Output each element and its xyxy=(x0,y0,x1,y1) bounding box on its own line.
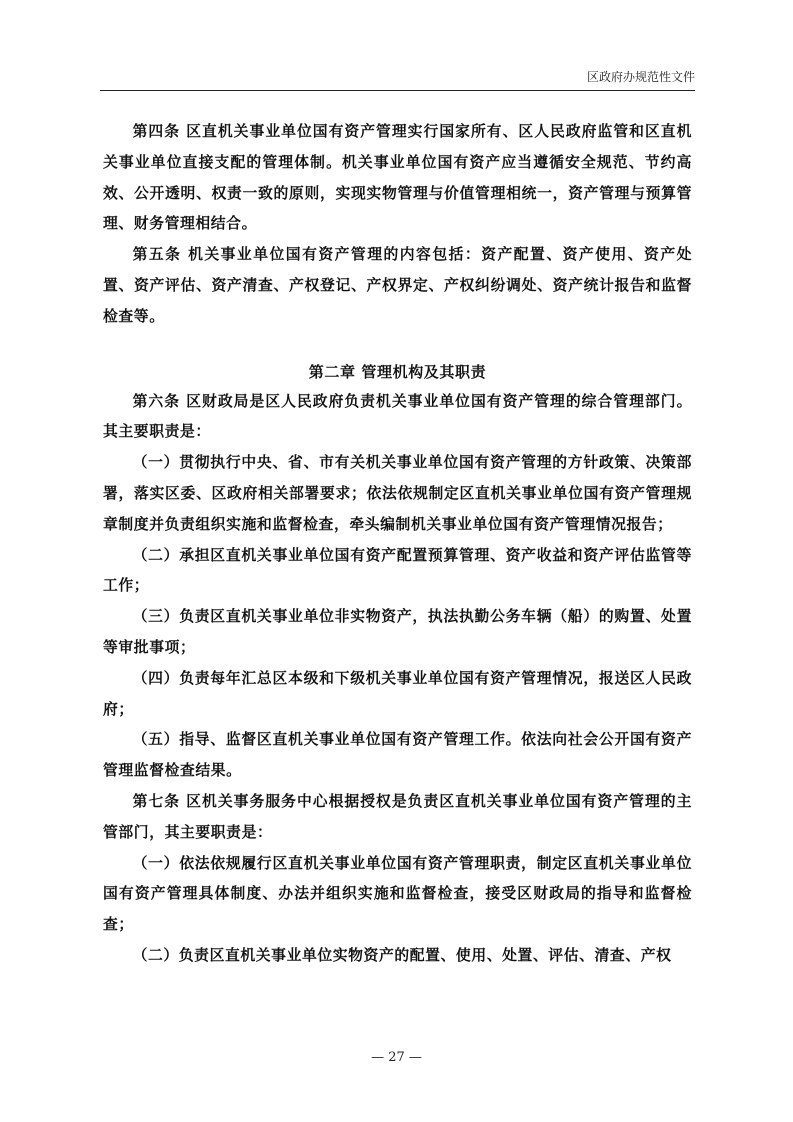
document-header xyxy=(100,68,695,91)
article-6-item-4: （四）负责每年汇总区本级和下级机关事业单位国有资产管理情况，报送区人民政府； xyxy=(103,669,692,718)
article-7-item-1: （一）依法依规履行区直机关事业单位国有资产管理职责，制定区直机关事业单位国有资产管理具体制度、办法并组织实施和监督检查，接受区财政局的指导和监督检查； xyxy=(103,854,692,934)
article-5-paragraph: 第五条 机关事业单位国有资产管理的内容包括：资产配置、资产使用、资产处置、资产评估、资产清查、产权登记、产权界定、产权纠纷调处、资产统计报告和监督检查等。 xyxy=(103,246,692,325)
article-7-paragraph: 第七条 区机关事务服务中心根据授权是负责区直机关事业单位国有资产管理的主管部门，其主要职责是： xyxy=(103,792,692,841)
article-7-item-2: （二）负责区直机关事业单位实物资产的配置、使用、处置、评估、清查、产权 xyxy=(132,946,672,964)
header-title: 区政府办规范性文件 xyxy=(586,70,695,84)
section-spacer xyxy=(103,333,692,357)
article-6-item-1: （一）贯彻执行中央、省、市有关机关事业单位国有资产管理的方针政策、决策部署，落实区委、区政府相关部署要求；依法依规制定区直机关事业单位国有资产管理规章制度并负责组织实施和监督检查，牵头编制机关事业单位国有资产管理情况报告； xyxy=(103,454,692,533)
article-6-item-5: （五）指导、监督区直机关事业单位国有资产管理工作。依法向社会公开国有资产管理监督检查结果。 xyxy=(103,731,692,780)
document-body xyxy=(103,117,692,972)
article-4-paragraph: 第四条 区直机关事业单位国有资产管理实行国家所有、区人民政府监管和区直机关事业单位直接支配的管理体制。机关事业单位国有资产应当遵循安全规范、节约高效、公开透明、权责一致的原则，实现实物管理与价值管理相统一，资产管理与预算管理、财务管理相结合。 xyxy=(103,123,692,233)
article-6-paragraph: 第六条 区财政局是区人民政府负责机关事业单位国有资产管理的综合管理部门。其主要职责是： xyxy=(103,392,692,441)
article-6-item-3: （三）负责区直机关事业单位非实物资产，执法执勤公务车辆（船）的购置、处置等审批事项； xyxy=(103,608,692,656)
article-6-item-2: （二）承担区直机关事业单位国有资产配置预算管理、资产收益和资产评估监管等工作； xyxy=(103,546,692,595)
page-number: — 27 — xyxy=(371,1050,422,1065)
chapter-title: 第二章 管理机构及其职责 xyxy=(308,362,487,381)
